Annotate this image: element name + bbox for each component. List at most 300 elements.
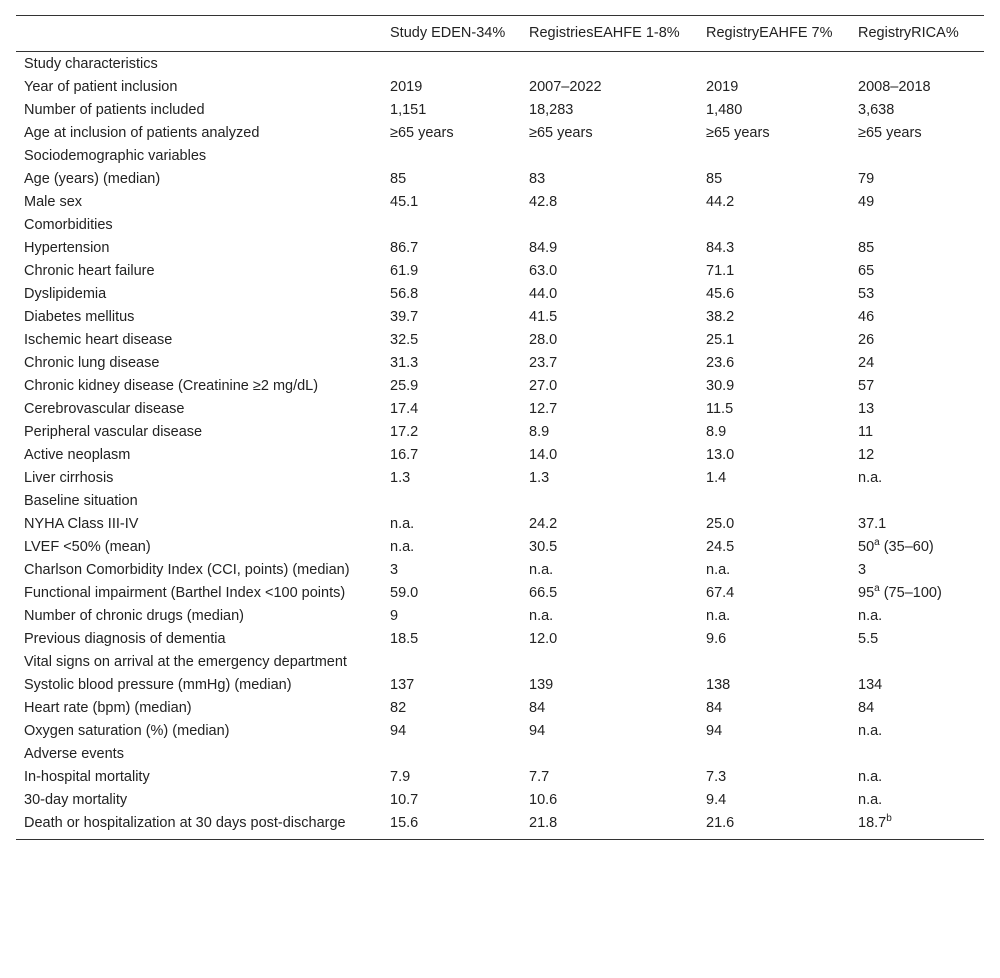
value-cell bbox=[382, 375, 521, 398]
cell-value: 46 bbox=[858, 309, 875, 325]
cell-value: 59.0 bbox=[390, 585, 419, 601]
value-cell bbox=[521, 352, 698, 375]
row-label-cell bbox=[16, 628, 382, 651]
cell-value: n.a. bbox=[858, 769, 883, 785]
row-label-cell bbox=[16, 168, 382, 191]
cell-value: ≥65 years bbox=[529, 125, 593, 141]
cell-value: 1.4 bbox=[706, 470, 727, 486]
value-cell bbox=[698, 812, 850, 840]
table-row bbox=[16, 582, 984, 605]
row-label: Heart rate (bpm) (median) bbox=[24, 700, 192, 716]
value-cell bbox=[850, 513, 984, 536]
value-cell bbox=[521, 536, 698, 559]
cell-value: 25.0 bbox=[706, 516, 735, 532]
value-cell bbox=[521, 743, 698, 766]
row-label-cell bbox=[16, 421, 382, 444]
value-cell bbox=[382, 260, 521, 283]
row-label: Year of patient inclusion bbox=[24, 79, 178, 95]
row-label-cell bbox=[16, 52, 382, 76]
table-row bbox=[16, 214, 984, 237]
value-cell bbox=[698, 168, 850, 191]
header-cell-rica: RegistryRICA% bbox=[858, 25, 959, 41]
value-cell bbox=[382, 122, 521, 145]
value-cell bbox=[698, 352, 850, 375]
header-cell-eahfe-7: RegistryEAHFE 7% bbox=[706, 25, 833, 41]
cell-value: 63.0 bbox=[529, 263, 558, 279]
value-cell bbox=[850, 605, 984, 628]
table-row bbox=[16, 536, 984, 559]
cell-value: 12 bbox=[858, 447, 875, 463]
cell-value: 8.9 bbox=[706, 424, 727, 440]
value-cell bbox=[382, 398, 521, 421]
value-cell bbox=[382, 582, 521, 605]
cell-value: 84.3 bbox=[706, 240, 735, 256]
cell-value: 17.4 bbox=[390, 401, 419, 417]
footnote-marker: a bbox=[874, 537, 880, 549]
value-cell bbox=[382, 145, 521, 168]
value-cell bbox=[521, 559, 698, 582]
cell-value: ≥65 years bbox=[390, 125, 454, 141]
row-label-cell bbox=[16, 789, 382, 812]
row-label: Vital signs on arrival at the emergency department bbox=[24, 654, 347, 670]
row-label-cell bbox=[16, 490, 382, 513]
table-row bbox=[16, 490, 984, 513]
cell-value: 2019 bbox=[390, 79, 423, 95]
value-cell bbox=[698, 789, 850, 812]
value-cell bbox=[521, 697, 698, 720]
value-cell bbox=[698, 536, 850, 559]
cell-value: 3 bbox=[858, 562, 867, 578]
row-label: Dyslipidemia bbox=[24, 286, 107, 302]
value-cell bbox=[382, 99, 521, 122]
row-label: Number of chronic drugs (median) bbox=[24, 608, 245, 624]
table-row bbox=[16, 329, 984, 352]
row-label-cell bbox=[16, 766, 382, 789]
row-label-cell bbox=[16, 214, 382, 237]
cell-value: 27.0 bbox=[529, 378, 558, 394]
value-cell bbox=[382, 421, 521, 444]
cell-value: 1,480 bbox=[706, 102, 743, 118]
row-label: Oxygen saturation (%) (median) bbox=[24, 723, 230, 739]
value-cell bbox=[382, 513, 521, 536]
cell-value: 67.4 bbox=[706, 585, 735, 601]
value-cell bbox=[382, 237, 521, 260]
cell-value: 84 bbox=[858, 700, 875, 716]
value-cell bbox=[521, 421, 698, 444]
header-cell-variable bbox=[16, 16, 382, 52]
value-cell bbox=[698, 375, 850, 398]
value-cell bbox=[521, 766, 698, 789]
value-cell bbox=[698, 444, 850, 467]
row-label: Male sex bbox=[24, 194, 83, 210]
cell-value: 137 bbox=[390, 677, 415, 693]
cell-value: 2019 bbox=[706, 79, 739, 95]
row-label: Chronic kidney disease (Creatinine ≥2 mg/dL) bbox=[24, 378, 319, 394]
cell-value: 1.3 bbox=[529, 470, 550, 486]
row-label-cell bbox=[16, 651, 382, 674]
table-row bbox=[16, 766, 984, 789]
cell-value: 11.5 bbox=[706, 401, 734, 417]
value-cell bbox=[850, 352, 984, 375]
cell-value: 85 bbox=[390, 171, 407, 187]
cell-value: 41.5 bbox=[529, 309, 558, 325]
value-cell bbox=[382, 283, 521, 306]
cell-value: 56.8 bbox=[390, 286, 419, 302]
cell-value: 15.6 bbox=[390, 815, 419, 831]
row-label: LVEF <50% (mean) bbox=[24, 539, 151, 555]
row-label-cell bbox=[16, 513, 382, 536]
value-cell bbox=[382, 789, 521, 812]
value-cell bbox=[521, 52, 698, 76]
cell-value: 10.6 bbox=[529, 792, 558, 808]
cell-value: 44.0 bbox=[529, 286, 558, 302]
cell-value: 86.7 bbox=[390, 240, 419, 256]
value-cell bbox=[850, 191, 984, 214]
cell-value: 18.5 bbox=[390, 631, 419, 647]
value-cell bbox=[850, 421, 984, 444]
row-label: Ischemic heart disease bbox=[24, 332, 173, 348]
value-cell bbox=[698, 306, 850, 329]
row-label: Active neoplasm bbox=[24, 447, 131, 463]
cell-value: n.a. bbox=[390, 539, 415, 555]
cell-value: 84 bbox=[706, 700, 723, 716]
cell-value: 12.7 bbox=[529, 401, 558, 417]
cell-value: 138 bbox=[706, 677, 731, 693]
cell-range: (35–60) bbox=[879, 539, 934, 555]
table-row bbox=[16, 789, 984, 812]
cell-value: n.a. bbox=[858, 608, 883, 624]
value-cell bbox=[698, 76, 850, 99]
table-row bbox=[16, 191, 984, 214]
table-row bbox=[16, 421, 984, 444]
cell-value: 24.2 bbox=[529, 516, 558, 532]
value-cell bbox=[850, 697, 984, 720]
cell-value: 3 bbox=[390, 562, 399, 578]
footnote-marker: a bbox=[874, 583, 880, 595]
row-label-cell bbox=[16, 582, 382, 605]
value-cell bbox=[698, 743, 850, 766]
table-row bbox=[16, 168, 984, 191]
value-cell bbox=[850, 582, 984, 605]
row-label-cell bbox=[16, 122, 382, 145]
value-cell bbox=[382, 559, 521, 582]
row-label: 30-day mortality bbox=[24, 792, 128, 808]
row-label-cell bbox=[16, 398, 382, 421]
value-cell bbox=[382, 697, 521, 720]
cell-value: 9 bbox=[390, 608, 399, 624]
row-label-cell bbox=[16, 99, 382, 122]
value-cell bbox=[521, 789, 698, 812]
value-cell bbox=[521, 145, 698, 168]
row-label-cell bbox=[16, 444, 382, 467]
cell-value: 14.0 bbox=[529, 447, 558, 463]
value-cell bbox=[382, 191, 521, 214]
row-label-cell bbox=[16, 237, 382, 260]
value-cell bbox=[382, 444, 521, 467]
cell-value: 83 bbox=[529, 171, 546, 187]
value-cell bbox=[850, 490, 984, 513]
value-cell bbox=[850, 329, 984, 352]
row-label: Previous diagnosis of dementia bbox=[24, 631, 226, 647]
row-label-cell bbox=[16, 536, 382, 559]
value-cell bbox=[382, 52, 521, 76]
value-cell bbox=[698, 766, 850, 789]
table-row bbox=[16, 743, 984, 766]
value-cell bbox=[521, 168, 698, 191]
cell-value: 2007–2022 bbox=[529, 79, 602, 95]
row-label-cell bbox=[16, 191, 382, 214]
value-cell bbox=[382, 168, 521, 191]
table-header bbox=[16, 16, 984, 52]
cell-value: 38.2 bbox=[706, 309, 735, 325]
table-row bbox=[16, 697, 984, 720]
table-row bbox=[16, 674, 984, 697]
table-row bbox=[16, 444, 984, 467]
cell-value: 7.7 bbox=[529, 769, 550, 785]
value-cell bbox=[521, 513, 698, 536]
value-cell bbox=[850, 237, 984, 260]
value-cell bbox=[382, 812, 521, 840]
value-cell bbox=[850, 628, 984, 651]
row-label: Adverse events bbox=[24, 746, 124, 762]
value-cell bbox=[850, 651, 984, 674]
value-cell bbox=[698, 214, 850, 237]
cell-value: n.a. bbox=[529, 608, 554, 624]
cell-value: 30.5 bbox=[529, 539, 558, 555]
footnote-marker: b bbox=[886, 813, 892, 825]
value-cell bbox=[521, 99, 698, 122]
cell-value: 45.6 bbox=[706, 286, 735, 302]
cell-value: 95 bbox=[858, 585, 875, 601]
cell-value: 44.2 bbox=[706, 194, 735, 210]
value-cell bbox=[521, 214, 698, 237]
value-cell bbox=[521, 122, 698, 145]
cell-value: 94 bbox=[706, 723, 723, 739]
row-label: Hypertension bbox=[24, 240, 110, 256]
row-label-cell bbox=[16, 467, 382, 490]
value-cell bbox=[850, 99, 984, 122]
comparison-table-container bbox=[16, 15, 984, 840]
table-row bbox=[16, 513, 984, 536]
row-label-cell bbox=[16, 76, 382, 99]
table-row bbox=[16, 145, 984, 168]
value-cell bbox=[698, 191, 850, 214]
row-label-cell bbox=[16, 329, 382, 352]
value-cell bbox=[521, 444, 698, 467]
cell-value: 8.9 bbox=[529, 424, 550, 440]
cell-range: (75–100) bbox=[879, 585, 942, 601]
value-cell bbox=[382, 76, 521, 99]
cell-value: 17.2 bbox=[390, 424, 419, 440]
row-label: Chronic lung disease bbox=[24, 355, 160, 371]
table-row bbox=[16, 467, 984, 490]
cell-value: 65 bbox=[858, 263, 875, 279]
table-row bbox=[16, 99, 984, 122]
cell-value: 61.9 bbox=[390, 263, 419, 279]
value-cell bbox=[382, 766, 521, 789]
row-label: Number of patients included bbox=[24, 102, 205, 118]
row-label: Cerebrovascular disease bbox=[24, 401, 185, 417]
cell-value: 5.5 bbox=[858, 631, 879, 647]
value-cell bbox=[698, 467, 850, 490]
value-cell bbox=[850, 214, 984, 237]
value-cell bbox=[382, 674, 521, 697]
cell-value: ≥65 years bbox=[706, 125, 770, 141]
row-label: Study characteristics bbox=[24, 56, 158, 72]
value-cell bbox=[850, 766, 984, 789]
value-cell bbox=[850, 444, 984, 467]
table-row bbox=[16, 720, 984, 743]
value-cell bbox=[698, 582, 850, 605]
cell-value: 9.4 bbox=[706, 792, 727, 808]
cell-value: 94 bbox=[390, 723, 407, 739]
value-cell bbox=[850, 720, 984, 743]
value-cell bbox=[382, 467, 521, 490]
value-cell bbox=[521, 490, 698, 513]
table-row bbox=[16, 812, 984, 840]
row-label: Charlson Comorbidity Index (CCI, points) (median) bbox=[24, 562, 350, 578]
row-label-cell bbox=[16, 674, 382, 697]
cell-value: 24.5 bbox=[706, 539, 735, 555]
value-cell bbox=[850, 789, 984, 812]
cell-value: 26 bbox=[858, 332, 875, 348]
cell-value: 31.3 bbox=[390, 355, 419, 371]
value-cell bbox=[850, 398, 984, 421]
cell-value: 28.0 bbox=[529, 332, 558, 348]
value-cell bbox=[521, 720, 698, 743]
cell-value: 1.3 bbox=[390, 470, 411, 486]
value-cell bbox=[850, 812, 984, 840]
cell-value: 57 bbox=[858, 378, 875, 394]
cell-value: 18.7 bbox=[858, 815, 887, 831]
value-cell bbox=[382, 720, 521, 743]
row-label: Peripheral vascular disease bbox=[24, 424, 203, 440]
value-cell bbox=[521, 674, 698, 697]
header-row bbox=[16, 16, 984, 52]
cell-value: 134 bbox=[858, 677, 883, 693]
value-cell bbox=[850, 145, 984, 168]
value-cell bbox=[698, 720, 850, 743]
value-cell bbox=[698, 421, 850, 444]
value-cell bbox=[698, 490, 850, 513]
value-cell bbox=[850, 306, 984, 329]
value-cell bbox=[521, 398, 698, 421]
cell-value: 53 bbox=[858, 286, 875, 302]
cell-value: 1,151 bbox=[390, 102, 427, 118]
value-cell bbox=[698, 697, 850, 720]
value-cell bbox=[521, 605, 698, 628]
value-cell bbox=[698, 260, 850, 283]
cell-value: 25.9 bbox=[390, 378, 419, 394]
value-cell bbox=[850, 52, 984, 76]
row-label-cell bbox=[16, 145, 382, 168]
cell-value: n.a. bbox=[858, 470, 883, 486]
row-label-cell bbox=[16, 720, 382, 743]
value-cell bbox=[521, 76, 698, 99]
value-cell bbox=[850, 283, 984, 306]
value-cell bbox=[850, 559, 984, 582]
row-label: Comorbidities bbox=[24, 217, 113, 233]
table-row bbox=[16, 651, 984, 674]
row-label-cell bbox=[16, 283, 382, 306]
cell-value: 9.6 bbox=[706, 631, 727, 647]
value-cell bbox=[850, 743, 984, 766]
value-cell bbox=[382, 628, 521, 651]
value-cell bbox=[382, 605, 521, 628]
row-label-cell bbox=[16, 375, 382, 398]
cell-value: 71.1 bbox=[706, 263, 735, 279]
cell-value: 18,283 bbox=[529, 102, 574, 118]
table-row bbox=[16, 283, 984, 306]
header-cell-eden: Study EDEN-34% bbox=[390, 25, 506, 41]
table-row bbox=[16, 76, 984, 99]
value-cell bbox=[382, 490, 521, 513]
cell-value: 79 bbox=[858, 171, 875, 187]
cell-value: 84 bbox=[529, 700, 546, 716]
value-cell bbox=[698, 145, 850, 168]
row-label-cell bbox=[16, 260, 382, 283]
cell-value: 13 bbox=[858, 401, 875, 417]
value-cell bbox=[698, 52, 850, 76]
value-cell bbox=[521, 812, 698, 840]
value-cell bbox=[698, 99, 850, 122]
row-label: Liver cirrhosis bbox=[24, 470, 114, 486]
table-row bbox=[16, 237, 984, 260]
cell-value: 2008–2018 bbox=[858, 79, 931, 95]
row-label: Systolic blood pressure (mmHg) (median) bbox=[24, 677, 292, 693]
cell-value: 37.1 bbox=[858, 516, 887, 532]
cell-value: 24 bbox=[858, 355, 875, 371]
row-label: Death or hospitalization at 30 days post-discharge bbox=[24, 815, 346, 831]
value-cell bbox=[382, 306, 521, 329]
value-cell bbox=[521, 329, 698, 352]
row-label: Diabetes mellitus bbox=[24, 309, 135, 325]
cell-value: 12.0 bbox=[529, 631, 558, 647]
cell-value: 32.5 bbox=[390, 332, 419, 348]
cell-value: 21.6 bbox=[706, 815, 735, 831]
value-cell bbox=[698, 283, 850, 306]
value-cell bbox=[521, 191, 698, 214]
cell-value: 42.8 bbox=[529, 194, 558, 210]
row-label: Sociodemographic variables bbox=[24, 148, 207, 164]
value-cell bbox=[382, 214, 521, 237]
value-cell bbox=[521, 651, 698, 674]
table-row bbox=[16, 375, 984, 398]
cell-value: ≥65 years bbox=[858, 125, 922, 141]
table-row bbox=[16, 628, 984, 651]
value-cell bbox=[698, 398, 850, 421]
cell-value: 49 bbox=[858, 194, 875, 210]
value-cell bbox=[521, 260, 698, 283]
cell-value: 11 bbox=[858, 424, 874, 440]
value-cell bbox=[521, 237, 698, 260]
value-cell bbox=[698, 651, 850, 674]
row-label: Baseline situation bbox=[24, 493, 138, 509]
table-row bbox=[16, 306, 984, 329]
cell-value: n.a. bbox=[858, 792, 883, 808]
cell-value: 25.1 bbox=[706, 332, 735, 348]
value-cell bbox=[382, 651, 521, 674]
cell-value: 66.5 bbox=[529, 585, 558, 601]
cell-value: 50 bbox=[858, 539, 875, 555]
table-row bbox=[16, 52, 984, 76]
cell-value: n.a. bbox=[858, 723, 883, 739]
cell-value: 139 bbox=[529, 677, 554, 693]
cell-value: 21.8 bbox=[529, 815, 558, 831]
header-cell-eahfe-1-8: RegistriesEAHFE 1-8% bbox=[529, 25, 680, 41]
cell-value: 13.0 bbox=[706, 447, 735, 463]
table-body bbox=[16, 52, 984, 840]
